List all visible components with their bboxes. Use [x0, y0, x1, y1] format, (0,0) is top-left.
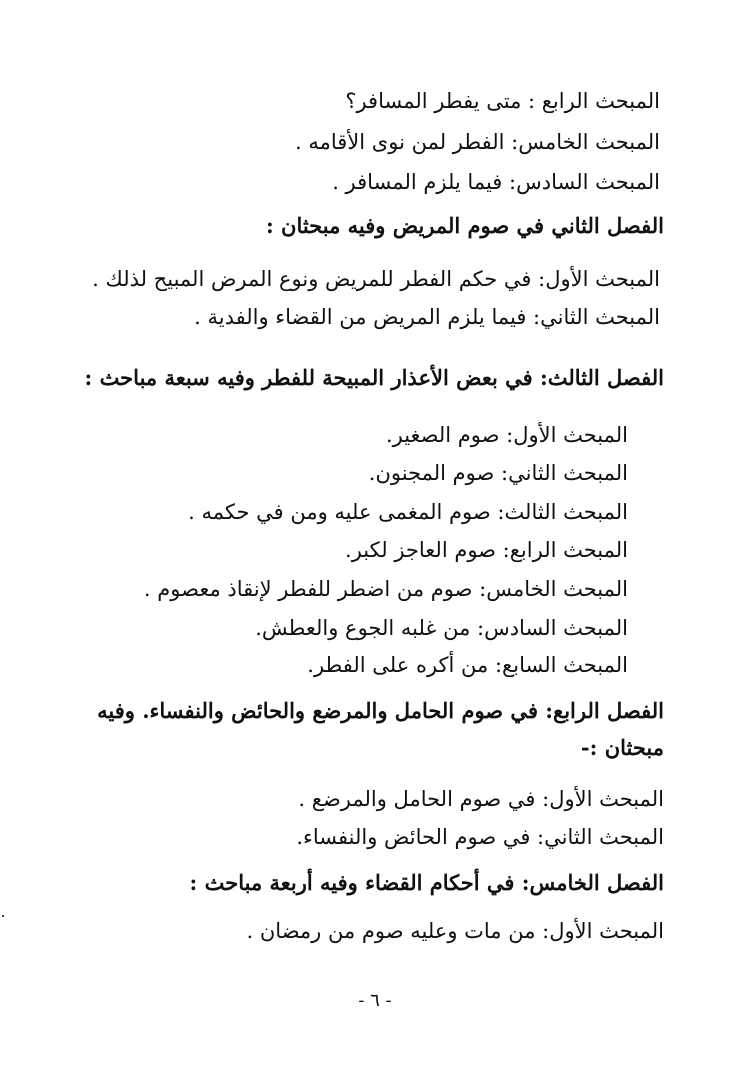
- subsection-line: المبحث الثاني: فيما يلزم المريض من القضاء والفدية .: [194, 305, 660, 329]
- chapter-heading: الفصل الخامس: في أحكام القضاء وفيه أربعة مباحث :: [189, 870, 664, 895]
- subsection-line: المبحث الثالث: صوم المغمى عليه ومن في حكمه .: [188, 500, 628, 524]
- subsection-line: المبحث الأول: صوم الصغير.: [385, 423, 628, 447]
- chapter-heading: مبحثان :-: [580, 735, 664, 760]
- chapter-heading: الفصل الثاني في صوم المريض وفيه مبحثان :: [265, 213, 664, 238]
- subsection-line: المبحث الخامس: صوم من اضطر للفطر لإنقاذ معصوم .: [143, 577, 628, 601]
- chapter-heading: الفصل الرابع: في صوم الحامل والمرضع والحائض والنفساء. وفيه: [97, 698, 664, 723]
- page-number: - ٦ -: [358, 990, 392, 1011]
- subsection-line: المبحث السادس: فيما يلزم المسافر .: [332, 170, 660, 194]
- subsection-line: المبحث الأول: في حكم الفطر للمريض ونوع المرض المبيح لذلك .: [92, 267, 660, 291]
- margin-speck: [2, 915, 4, 917]
- subsection-line: المبحث الخامس: الفطر لمن نوى الأقامه .: [295, 130, 660, 154]
- subsection-line: المبحث الثاني: في صوم الحائض والنفساء.: [296, 825, 664, 849]
- subsection-line: المبحث السابع: من أكره على الفطر.: [307, 653, 628, 677]
- subsection-line: المبحث الأول: من مات وعليه صوم من رمضان .: [246, 919, 664, 943]
- subsection-line: المبحث السادس: من غلبه الجوع والعطش.: [255, 616, 628, 640]
- subsection-line: المبحث الأول: في صوم الحامل والمرضع .: [298, 787, 664, 811]
- subsection-line: المبحث الرابع : متى يفطر المسافر؟: [345, 89, 660, 113]
- chapter-heading: الفصل الثالث: في بعض الأعذار المبيحة للفطر وفيه سبعة مباحث :: [84, 365, 664, 390]
- subsection-line: المبحث الرابع: صوم العاجز لكبر.: [345, 538, 628, 562]
- subsection-line: المبحث الثاني: صوم المجنون.: [368, 461, 628, 485]
